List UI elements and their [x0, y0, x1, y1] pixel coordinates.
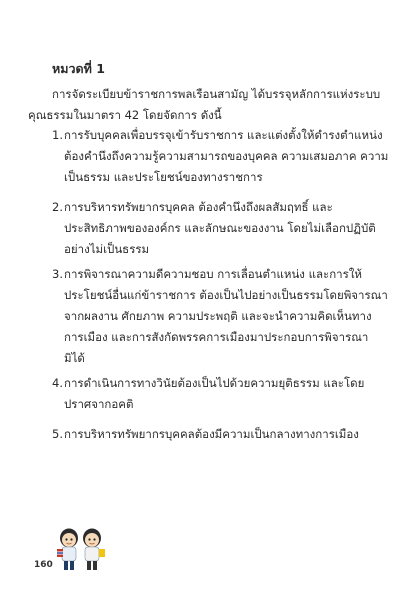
- list-item: [52, 373, 390, 415]
- list-item: [52, 264, 390, 369]
- item-line: การพิจารณาความดีความชอบ การเลื่อนตำแหน่ง และการให้: [64, 267, 363, 281]
- item-line: ประสิทธิภาพขององค์กร และลักษณะของงาน โดยไม่เลือกปฏิบัติ: [64, 221, 376, 235]
- item-line: ต้องคำนึงถึงความรู้ความสามารถของบุคคล ความเสมอภาค ความ: [64, 149, 389, 163]
- item-number: 2.: [52, 200, 63, 214]
- item-text: [64, 197, 390, 260]
- item-number: 3.: [52, 267, 63, 281]
- mascot-right: [83, 529, 105, 571]
- item-line: การดำเนินการทางวินัยต้องเป็นไปด้วยความยุติธรรม และโดย: [64, 376, 365, 390]
- item-text: [64, 373, 390, 415]
- item-number: 1.: [52, 128, 63, 142]
- item-line: มิได้: [64, 351, 85, 365]
- item-line: การบริหารทรัพยากรบุคคลต้องมีความเป็นกลางทางการเมือง: [64, 427, 359, 441]
- list-item: [52, 125, 390, 188]
- mascot-illustration: [55, 525, 107, 575]
- list-item: [52, 424, 390, 445]
- item-text: [64, 264, 390, 369]
- section-title: หมวดที่ 1: [52, 61, 105, 76]
- item-line: ปราศจากอคติ: [64, 397, 134, 411]
- intro-paragraph: [28, 84, 383, 126]
- intro-line: คุณธรรมในมาตรา 42 โดยจัดการ ดังนี้: [28, 108, 222, 122]
- intro-line: การจัดระเบียบข้าราชการพลเรือนสามัญ ได้บรรจุหลักการแห่งระบบ: [52, 87, 381, 101]
- mascot-left: [57, 529, 78, 571]
- item-line: เป็นธรรม และประโยชน์ของทางราชการ: [64, 170, 263, 184]
- list-item: [52, 197, 390, 260]
- item-number: 4.: [52, 376, 63, 390]
- item-line: การรับบุคคลเพื่อบรรจุเข้ารับราชการ และแต่งตั้งให้ดำรงตำแหน่ง: [64, 128, 383, 142]
- item-number: 5.: [52, 427, 63, 441]
- page-number: 160: [34, 560, 53, 570]
- item-line: การเมือง และการสังกัดพรรคการเมืองมาประกอบการพิจารณา: [64, 330, 369, 344]
- item-line: จากผลงาน ศักยภาพ ความประพฤติ และจะนำความคิดเห็นทาง: [64, 309, 372, 323]
- item-line: การบริหารทรัพยากรบุคคล ต้องคำนึงถึงผลสัมฤทธิ์ และ: [64, 200, 333, 214]
- item-text: [64, 424, 390, 445]
- item-line: อย่างไม่เป็นธรรม: [64, 242, 150, 256]
- item-text: [64, 125, 390, 188]
- item-line: ประโยชน์อื่นแก่ข้าราชการ ต้องเป็นไปอย่างเป็นธรรมโดยพิจารณา: [64, 288, 388, 302]
